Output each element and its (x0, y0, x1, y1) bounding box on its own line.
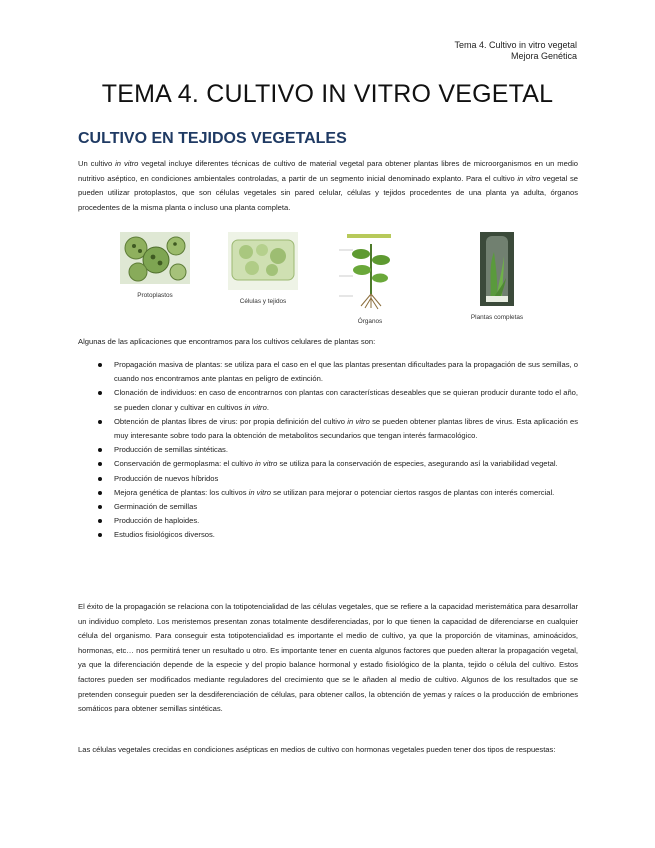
intro-italic-1: in vitro (115, 159, 139, 168)
cells-tissues-image (228, 232, 298, 290)
list-item-text: se utilizan para mejorar o potenciar ciertos rasgos de plantas con interés comercial. (271, 487, 555, 497)
bullet-icon (98, 391, 102, 395)
bullet-icon (98, 462, 102, 466)
list-item-text: Conservación de germoplasma: el cultivo (114, 459, 255, 469)
list-item-text: Clonación de individuos: en caso de encontrarnos con plantas con características deseables que se quieran producir durante todo el año, se pueden clonar y cultivar en cultivos (114, 388, 578, 412)
applications-intro: Algunas de las aplicaciones que encontramos para los cultivos celulares de plantas son: (78, 337, 376, 346)
list-item-text: Mejora genética de plantas: los cultivos (114, 487, 249, 497)
list-item-text: Propagación masiva de plantas: se utiliza para el caso en el que las plantas presentan dificultades para la propagación de sus semillas, o cuando nos encontramos ante plantas en peligro de extinción. (114, 360, 578, 384)
intro-paragraph (78, 157, 578, 215)
list-item-italic: in vitro (248, 487, 272, 497)
list-item (98, 528, 578, 542)
figure-protoplasts (120, 232, 190, 300)
list-item (98, 358, 578, 386)
list-item-text: Germinación de semillas (114, 502, 198, 512)
intro-text-b: vegetal incluye diferentes técnicas de cultivo de material vegetal para obtener plantas libres de microorganismos en un medio nutritivo aséptico, en condiciones ambientales controladas, a partir de un segmento inicial denominado explanto. Para el cultivo (78, 159, 578, 183)
bullet-icon (98, 448, 102, 452)
list-item-text: Obtención de plantas libres de virus: por propia definición del cultivo (114, 416, 348, 426)
bullet-icon (98, 420, 102, 424)
complete-plants-image (480, 232, 514, 306)
intro-text-c: vegetal se pueden utilizar protoplastos, que son células vegetales sin pared celular, células y tejidos procedentes de una planta ya adulta, órganos procedentes de la misma planta o incluso una planta completa. (78, 173, 578, 212)
intro-italic-2: in vitro (517, 173, 541, 183)
list-item-text: Producción de nuevos híbridos (114, 473, 219, 483)
figure-complete-plants (462, 232, 532, 322)
list-item (98, 443, 578, 457)
list-item-italic: in vitro (254, 459, 278, 469)
list-item-text: se pueden obtener plantas libres de virus. Esta aplicación es muy interesante sobre todo para la obtención de metabolitos secundarios que tengan interés farmacológico. (114, 416, 578, 441)
bullet-icon (98, 363, 102, 367)
bullet-icon (98, 519, 102, 523)
list-item-text: Producción de semillas sintéticas. (114, 445, 228, 455)
figure-caption: Órganos (357, 318, 383, 325)
list-item-text: Estudios fisiológicos diversos. (114, 530, 215, 540)
figure-caption: Células y tejidos (239, 298, 287, 305)
applications-list (98, 358, 578, 543)
list-item (98, 486, 578, 500)
list-item-text: . (266, 402, 269, 412)
header-line-2: Mejora Genética (510, 51, 577, 61)
responses-paragraph: Las células vegetales crecidas en condiciones asépticas en medios de cultivo con hormonas vegetales pueden tener dos tipos de respuestas: (78, 745, 556, 754)
section-title: CULTIVO EN TEJIDOS VEGETALES (78, 130, 347, 147)
list-item (98, 472, 578, 486)
bullet-icon (98, 477, 102, 481)
list-item-italic: in vitro (347, 416, 370, 426)
figure-row (110, 232, 550, 327)
bullet-icon (98, 533, 102, 537)
organs-image (335, 232, 405, 310)
running-header (454, 40, 577, 62)
bullet-icon (98, 505, 102, 509)
protoplasts-image (120, 232, 190, 284)
header-line-1: Tema 4. Cultivo in vitro vegetal (454, 40, 577, 50)
list-item-text: Producción de haploides. (114, 516, 200, 526)
intro-text-a: Un cultivo (78, 159, 116, 168)
list-item (98, 514, 578, 528)
figure-caption: Plantas completas (470, 314, 524, 321)
bullet-icon (98, 491, 102, 495)
list-item (98, 457, 578, 471)
figure-cells-tissues (228, 232, 298, 306)
list-item (98, 386, 578, 414)
figure-organs (335, 232, 405, 326)
figure-caption: Protoplastos (137, 292, 173, 299)
list-item (98, 415, 578, 443)
list-item-text: se utiliza para la conservación de especies, asegurando así la variabilidad vegetal. (277, 459, 558, 469)
document-title: TEMA 4. CULTIVO IN VITRO VEGETAL (101, 80, 554, 108)
list-item (98, 500, 578, 514)
list-item-italic: in vitro (244, 402, 267, 412)
totipotency-paragraph: El éxito de la propagación se relaciona con la totipotencialidad de las células vegetales, que se refiere a la capacidad meristemática para desarrollar un individuo completo. Los meristemos presentan zonas totalmente desdiferenciadas, por lo que tienen la capacidad de diferenciarse en cualquier célula del organismo. Para conseguir esta totipotencialidad es importante el medio de cultivo, ya que la proporción de vitaminas, aminoácidos, hormonas, etc… nos permitirá tener un resultado u otro. Es importante tener en cuenta algunos factores que pueden alterar la propagación vegetal, ya que la diferenciación depende de la especie y del propio balance hormonal y estado fisiológico de la planta, tejido o célula del cultivo. Estos factores pueden ser modificados mediante reguladores del crecimiento que se le añaden al medio de cultivo. Algunos de los resultados que se pretenden conseguir pueden ser la desdiferenciación de células, para obtener callos, la obtención de yemas y raíces o la producción de embriones somáticos para obtener semillas sintéticas. (78, 602, 578, 714)
